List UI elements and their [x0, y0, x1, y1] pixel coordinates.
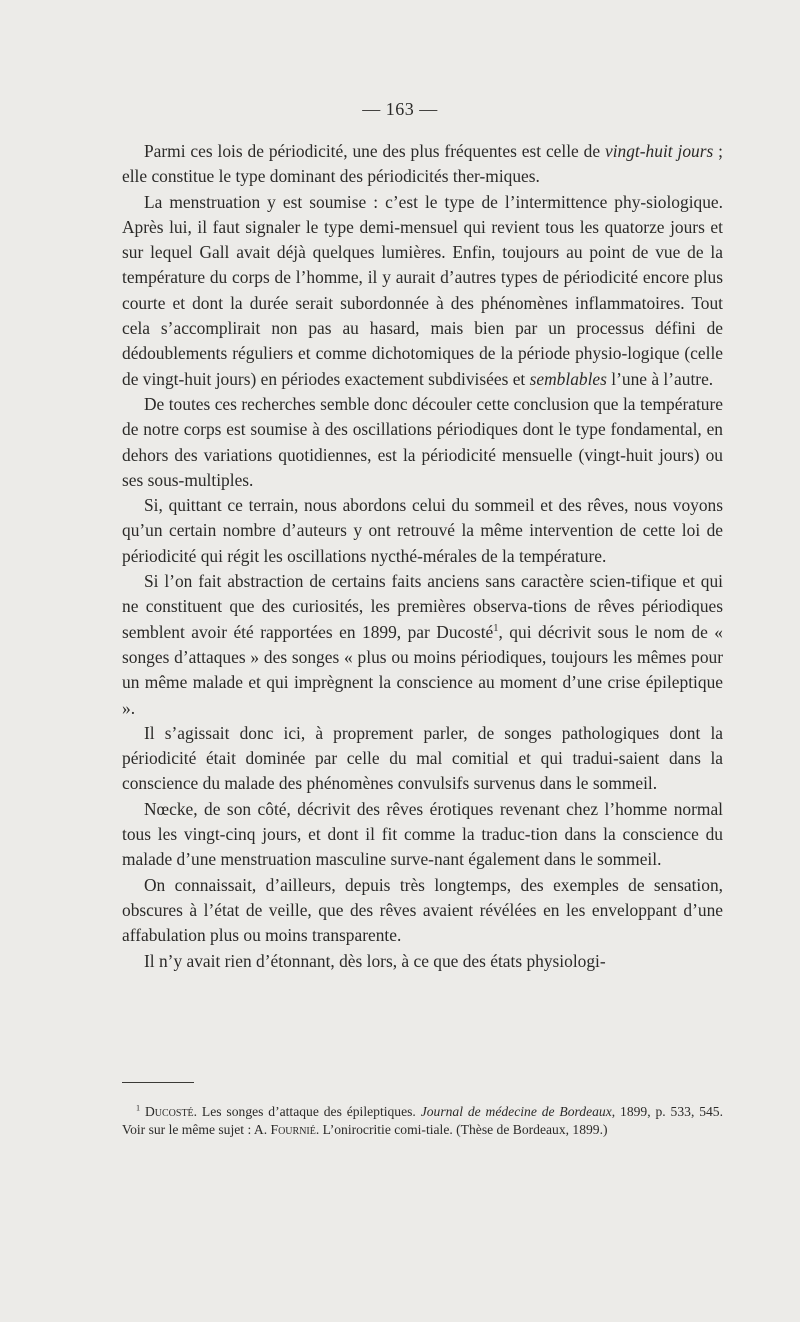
- paragraph-5: [122, 569, 723, 721]
- footnote-text-c: . L’onirocritie comi-tiale. (Thèse de Bordeaux, 1899.): [315, 1122, 608, 1137]
- p2-end-text: l’une à l’autre.: [606, 368, 714, 389]
- footnote-journal: Journal de médecine de Bordeaux: [420, 1104, 612, 1119]
- paragraph-8: On connaissait, d’ailleurs, depuis très longtemps, des exemples de sensation, obscures à l’état de veille, que des rêves avaient révélées en les enveloppant d’une affabulation plus ou moins transparente.: [122, 874, 723, 946]
- paragraph-6: Il s’agissait donc ici, à proprement parler, de songes pathologiques dont la périodicité était dominée par celle du mal comitial et qui tradui-saient dans la conscience du malade des phénomènes convulsifs survenus dans le sommeil.: [122, 722, 723, 794]
- footnote-text-a: . Les songes d’attaque des épileptiques.: [193, 1104, 421, 1119]
- paragraph-1: [122, 139, 723, 190]
- footnote: [122, 1103, 723, 1139]
- p2-text: La menstruation y est soumise : c’est le type de l’intermittence phy-siologique. Après lui, il faut signaler le type demi-mensuel qui revient tous les quatorze jours et sur lequel Gall avait déjà quelques lumières. Enfin, toujours au point de vue de la température du corps de l’homme, il y aurait d’autres types de périodicité encore plus courte et dont la durée serait subordonnée à des phénomènes inflammatoires. Tout cela s’accomplirait non pas au hasard, mais bien par un processus défini de dédoublements réguliers et comme dichotomiques de la période physio-logique (celle de vingt-huit jours) en périodes exactement subdivisées et: [122, 191, 723, 389]
- footnote-ref: 1: [493, 622, 499, 634]
- p5-text-b: , qui décrivit sous le nom de « songes d’attaques » des songes « plus ou moins périodiques, toujours les mêmes pour un même malade et qui imprègnent la conscience au moment d’une crise épileptique ».: [122, 621, 723, 718]
- p1-text-b: ; elle constitue le type dominant des périodicités ther-miques.: [122, 141, 723, 187]
- footnote-author: Ducosté: [144, 1104, 194, 1119]
- p2-italic: semblables: [529, 368, 607, 389]
- paragraph-2: [122, 190, 723, 392]
- p1-italic: vingt-huit jours: [604, 141, 714, 161]
- body-text: [122, 139, 723, 974]
- paragraph-4: Si, quittant ce terrain, nous abordons celui du sommeil et des rêves, nous voyons qu’un certain nombre d’auteurs y ont retrouvé la même intervention de cette loi de périodicité qui régit les oscillations nycthé-mérales de la température.: [122, 495, 723, 566]
- footnote-divider: [122, 1082, 194, 1083]
- p1-text-a: Parmi ces lois de périodicité, une des plus fréquentes est celle de: [144, 141, 605, 161]
- paragraph-9: Il n’y avait rien d’étonnant, dès lors, à ce que des états physiologi-: [144, 950, 606, 971]
- footnote-marker: 1: [136, 1103, 141, 1113]
- footnote-text-b: , 1899, p. 533, 545. Voir sur le même sujet : A.: [122, 1104, 724, 1137]
- footnote-author-2: Fournié: [270, 1122, 316, 1137]
- page-number: — 163 —: [362, 99, 438, 119]
- paragraph-7: Nœcke, de son côté, décrivit des rêves érotiques revenant chez l’homme normal tous les vingt-cinq jours, et dont il fit comme la traduc-tion dans la conscience du malade d’une menstruation masculine surve-nant également dans le sommeil.: [122, 798, 723, 870]
- paragraph-3: De toutes ces recherches semble donc découler cette conclusion que la température de notre corps est soumise à des oscillations périodiques dont le type fondamental, en dehors des variations quotidiennes, est la périodicité mensuelle (vingt-huit jours) ou ses sous-multiples.: [122, 393, 723, 490]
- p5-text-a: Si l’on fait abstraction de certains faits anciens sans caractère scien-tifique et qui ne constituent que des curiosités, les premières observa-tions de rêves périodiques semblent avoir été rapportées en 1899, par Ducosté: [122, 571, 723, 642]
